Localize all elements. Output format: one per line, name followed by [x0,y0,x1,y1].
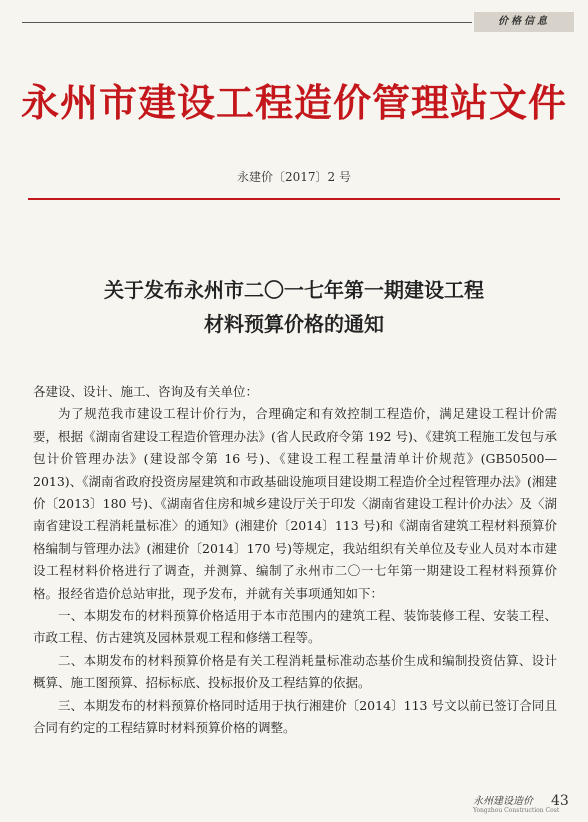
page-number: 43 [551,793,569,809]
document-number: 永建价〔2017〕2 号 [237,170,351,184]
notice-title-line2: 材料预算价格的通知 [204,312,384,336]
red-divider [28,198,560,200]
footer-logo-text: 永州建设造价 [473,796,533,807]
notice-title-line1: 关于发布永州市二〇一七年第一期建设工程 [104,278,484,302]
paragraph-item-1: 一、本期发布的材料预算价格适用于本市范围内的建筑工程、装饰装修工程、安装工程、市政工程、仿古建筑及园林景观工程和修缮工程等。 [33,608,557,646]
paragraph-item-3: 三、本期发布的材料预算价格同时适用于执行湘建价〔2014〕113 号文以前已签订合同且合同有约定的工程结算时材料预算价格的调整。 [33,697,557,736]
footer-logo-subtext: Yongzhou Construction Cost [473,807,560,814]
footer-logo [473,792,559,814]
top-rule [22,22,472,23]
notice-title [0,273,588,341]
masthead-title: 永州市建设工程造价管理站文件 [20,81,567,125]
notice-body [33,381,557,740]
section-tag: 价格信息 [474,12,574,32]
paragraph-item-2: 二、本期发布的材料预算价格是有关工程消耗量标准动态基价生成和编制投资估算、设计概算、施工图预算、招标标底、投标报价及工程结算的依据。 [33,652,557,691]
paragraph-intro: 为了规范我市建设工程计价行为，合理确定和有效控制工程造价，满足建设工程计价需要，根据《湖南省建设工程造价管理办法》(省人民政府令第 192 号)、《建筑工程施工发包与承包计价管理办法》(建设部令第 16 号)、《建设工程工程量清单计价规范》(GB50500—2013)、《湖南省政府投资房屋建筑和市政基础设施项目建设期工程造价全过程管理办法》(湘建价〔2013〕180 号)、《湖南省住房和城乡建设厅关于印发〈湖南省建设工程计价办法〉及〈湖南省建设工程消耗量标准〉的通知》(湘建价〔2014〕113 号)和《湖南省建筑工程材料预算价格编制与管理办法》(湘建价〔2014〕170 号)等规定，我站组织有关单位及专业人员对本市建设工程材料价格进行了调查，并测算、编制了永州市二〇一七年第一期建设工程材料预算价格。报经省造价总站审批，现予发布，并就有关事项通知如下： [33,406,557,601]
salutation: 各建设、设计、施工、咨询及有关单位： [33,384,259,399]
